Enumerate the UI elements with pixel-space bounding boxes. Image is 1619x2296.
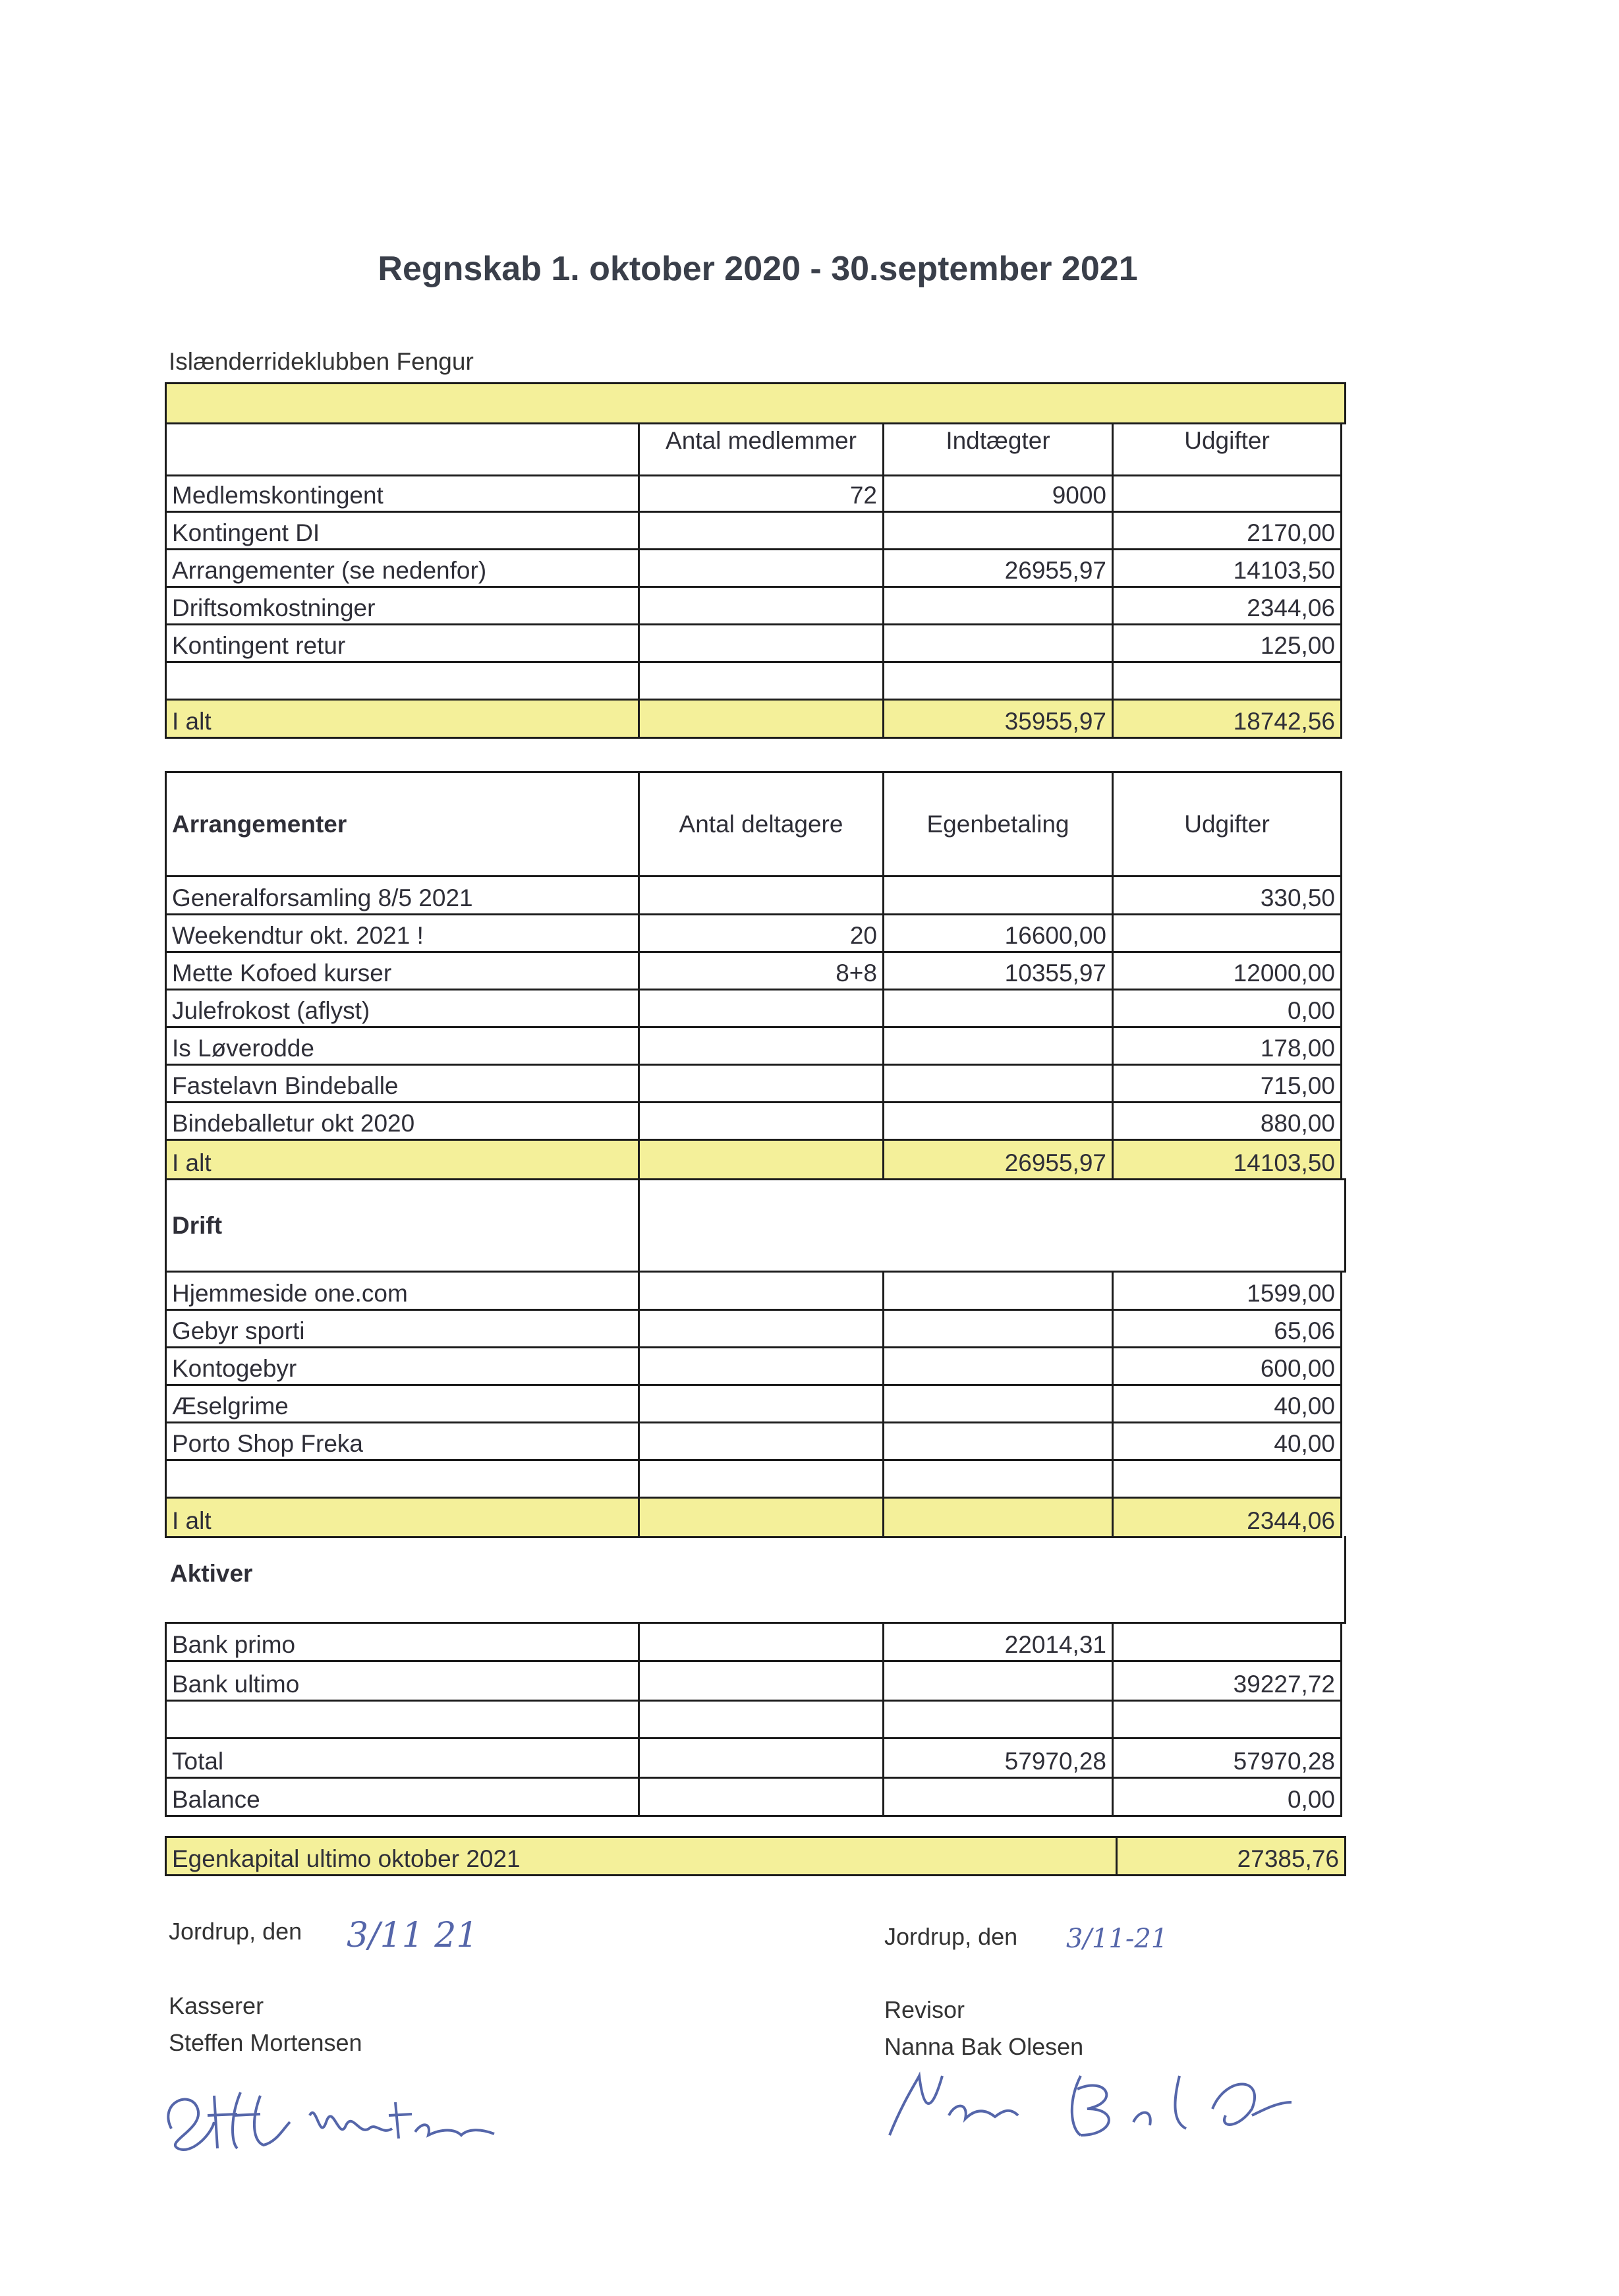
income-cell-1: Driftsomkostninger bbox=[165, 586, 640, 625]
asset-row bbox=[165, 1624, 1346, 1662]
events-header-label: Arrangementer bbox=[165, 771, 640, 877]
income-cell-3 bbox=[882, 661, 1114, 701]
asset-cell-3: 57970,28 bbox=[882, 1737, 1114, 1779]
drift-cell-3 bbox=[882, 1346, 1114, 1386]
income-cell-3 bbox=[882, 623, 1114, 663]
event-row bbox=[165, 1028, 1346, 1066]
asset-cell-1: Bank primo bbox=[165, 1622, 640, 1662]
assets-heading: Aktiver bbox=[165, 1536, 1346, 1624]
drift-row bbox=[165, 1386, 1346, 1423]
income-cell-4: 2170,00 bbox=[1112, 511, 1342, 550]
svg-text:3/11-21: 3/11-21 bbox=[1066, 1924, 1168, 1954]
drift-cell-3 bbox=[882, 1384, 1114, 1423]
event-cell-1: Generalforsamling 8/5 2021 bbox=[165, 875, 640, 915]
left-role: Kasserer bbox=[169, 1992, 264, 2019]
drift-heading: Drift bbox=[165, 1178, 640, 1273]
drift-total-label: I alt bbox=[165, 1497, 640, 1538]
asset-cell-1 bbox=[165, 1700, 640, 1739]
income-cell-1: Medlemskontingent bbox=[165, 474, 640, 513]
drift-cell-4: 40,00 bbox=[1112, 1384, 1342, 1423]
income-cell-4: 125,00 bbox=[1112, 623, 1342, 663]
event-cell-4: 330,50 bbox=[1112, 875, 1342, 915]
income-row bbox=[165, 625, 1346, 663]
event-cell-4: 880,00 bbox=[1112, 1101, 1342, 1141]
event-cell-2 bbox=[638, 989, 884, 1028]
asset-cell-2 bbox=[638, 1700, 884, 1739]
income-cell-1 bbox=[165, 661, 640, 701]
right-signature bbox=[870, 2036, 1292, 2155]
event-cell-3 bbox=[882, 1101, 1114, 1141]
asset-cell-4: 0,00 bbox=[1112, 1777, 1342, 1817]
drift-row bbox=[165, 1273, 1346, 1311]
income-header-row bbox=[165, 424, 1346, 476]
asset-cell-2 bbox=[638, 1777, 884, 1817]
event-row bbox=[165, 915, 1346, 953]
asset-cell-1: Total bbox=[165, 1737, 640, 1779]
club-name: Islænderrideklubben Fengur bbox=[169, 348, 474, 375]
right-role: Revisor bbox=[884, 1996, 965, 2023]
drift-cell-2 bbox=[638, 1346, 884, 1386]
asset-cell-2 bbox=[638, 1622, 884, 1662]
drift-cell-1: Porto Shop Freka bbox=[165, 1421, 640, 1461]
event-row bbox=[165, 877, 1346, 915]
income-row bbox=[165, 476, 1346, 513]
events-total-expenses: 14103,50 bbox=[1112, 1139, 1342, 1180]
income-row bbox=[165, 663, 1346, 701]
event-row bbox=[165, 953, 1346, 990]
income-row bbox=[165, 588, 1346, 625]
drift-heading-blank bbox=[638, 1178, 1346, 1273]
drift-cell-1 bbox=[165, 1459, 640, 1499]
asset-cell-4: 39227,72 bbox=[1112, 1660, 1342, 1702]
event-cell-2 bbox=[638, 1064, 884, 1103]
drift-total-row bbox=[165, 1499, 1346, 1538]
drift-cell-4: 40,00 bbox=[1112, 1421, 1342, 1461]
drift-cell-1: Gebyr sporti bbox=[165, 1309, 640, 1348]
events-header-expenses: Udgifter bbox=[1112, 771, 1342, 877]
asset-row bbox=[165, 1739, 1346, 1779]
events-total-row bbox=[165, 1141, 1346, 1180]
events-table bbox=[165, 773, 1346, 1817]
asset-cell-4 bbox=[1112, 1700, 1342, 1739]
event-cell-2: 20 bbox=[638, 913, 884, 953]
events-header-payment: Egenbetaling bbox=[882, 771, 1114, 877]
svg-text:3/11 21: 3/11 21 bbox=[347, 1916, 478, 1955]
drift-row bbox=[165, 1461, 1346, 1499]
income-cell-3 bbox=[882, 586, 1114, 625]
event-cell-3 bbox=[882, 1026, 1114, 1066]
drift-cell-1: Hjemmeside one.com bbox=[165, 1271, 640, 1311]
events-header-row bbox=[165, 773, 1346, 877]
drift-cell-1: Æselgrime bbox=[165, 1384, 640, 1423]
income-cell-4: 2344,06 bbox=[1112, 586, 1342, 625]
right-place: Jordrup, den bbox=[884, 1923, 1018, 1950]
drift-cell-4: 600,00 bbox=[1112, 1346, 1342, 1386]
income-highlight-bar bbox=[165, 382, 1346, 424]
asset-cell-1: Balance bbox=[165, 1777, 640, 1817]
event-cell-2 bbox=[638, 1101, 884, 1141]
event-cell-3: 10355,97 bbox=[882, 951, 1114, 990]
event-cell-2 bbox=[638, 1026, 884, 1066]
income-cell-2 bbox=[638, 586, 884, 625]
event-row bbox=[165, 1066, 1346, 1103]
drift-total-col3 bbox=[882, 1497, 1114, 1538]
income-cell-3: 9000 bbox=[882, 474, 1114, 513]
income-header-members: Antal medlemmer bbox=[638, 422, 884, 476]
drift-total-col2 bbox=[638, 1497, 884, 1538]
drift-cell-4: 65,06 bbox=[1112, 1309, 1342, 1348]
event-cell-4: 0,00 bbox=[1112, 989, 1342, 1028]
income-total-col2 bbox=[638, 699, 884, 739]
left-place: Jordrup, den bbox=[169, 1918, 302, 1945]
income-cell-3 bbox=[882, 511, 1114, 550]
asset-row bbox=[165, 1779, 1346, 1817]
event-cell-3 bbox=[882, 1064, 1114, 1103]
drift-cell-2 bbox=[638, 1459, 884, 1499]
left-name: Steffen Mortensen bbox=[169, 2029, 362, 2056]
income-cell-2 bbox=[638, 661, 884, 701]
drift-heading-row bbox=[165, 1180, 1346, 1273]
asset-cell-2 bbox=[638, 1737, 884, 1779]
left-signature bbox=[152, 2076, 521, 2168]
event-cell-3 bbox=[882, 989, 1114, 1028]
event-cell-3: 16600,00 bbox=[882, 913, 1114, 953]
income-cell-1: Kontingent DI bbox=[165, 511, 640, 550]
drift-cell-4 bbox=[1112, 1459, 1342, 1499]
drift-cell-2 bbox=[638, 1421, 884, 1461]
event-cell-3 bbox=[882, 875, 1114, 915]
drift-cell-3 bbox=[882, 1309, 1114, 1348]
income-cell-3: 26955,97 bbox=[882, 548, 1114, 588]
asset-cell-2 bbox=[638, 1660, 884, 1702]
event-cell-2: 8+8 bbox=[638, 951, 884, 990]
event-cell-1: Is Løverodde bbox=[165, 1026, 640, 1066]
income-total-label: I alt bbox=[165, 699, 640, 739]
events-header-participants: Antal deltagere bbox=[638, 771, 884, 877]
assets-heading-row bbox=[165, 1538, 1346, 1624]
events-total-col2 bbox=[638, 1139, 884, 1180]
income-cell-2 bbox=[638, 511, 884, 550]
drift-cell-2 bbox=[638, 1309, 884, 1348]
drift-cell-2 bbox=[638, 1271, 884, 1311]
left-date-handwriting bbox=[343, 1905, 501, 1964]
drift-row bbox=[165, 1311, 1346, 1348]
income-cell-2: 72 bbox=[638, 474, 884, 513]
event-cell-1: Fastelavn Bindeballe bbox=[165, 1064, 640, 1103]
event-row bbox=[165, 990, 1346, 1028]
income-row bbox=[165, 550, 1346, 588]
income-cell-4 bbox=[1112, 661, 1342, 701]
asset-cell-3 bbox=[882, 1700, 1114, 1739]
asset-cell-3: 22014,31 bbox=[882, 1622, 1114, 1662]
event-cell-1: Mette Kofoed kurser bbox=[165, 951, 640, 990]
drift-cell-3 bbox=[882, 1271, 1114, 1311]
drift-cell-4: 1599,00 bbox=[1112, 1271, 1342, 1311]
asset-cell-4: 57970,28 bbox=[1112, 1737, 1342, 1779]
drift-total-expenses: 2344,06 bbox=[1112, 1497, 1342, 1538]
events-total-label: I alt bbox=[165, 1139, 640, 1180]
asset-cell-1: Bank ultimo bbox=[165, 1660, 640, 1702]
asset-row bbox=[165, 1662, 1346, 1702]
income-cell-1: Arrangementer (se nedenfor) bbox=[165, 548, 640, 588]
income-cell-4: 14103,50 bbox=[1112, 548, 1342, 588]
income-cell-4 bbox=[1112, 474, 1342, 513]
equity-value: 27385,76 bbox=[1116, 1836, 1346, 1876]
event-cell-4: 715,00 bbox=[1112, 1064, 1342, 1103]
events-total-payment: 26955,97 bbox=[882, 1139, 1114, 1180]
event-cell-4: 178,00 bbox=[1112, 1026, 1342, 1066]
income-row bbox=[165, 513, 1346, 550]
asset-row bbox=[165, 1702, 1346, 1739]
page-title: Regnskab 1. oktober 2020 - 30.september 2021 bbox=[378, 250, 1138, 288]
drift-cell-2 bbox=[638, 1384, 884, 1423]
income-total-row bbox=[165, 701, 1346, 739]
income-header-income: Indtægter bbox=[882, 422, 1114, 476]
drift-row bbox=[165, 1348, 1346, 1386]
event-cell-1: Bindeballetur okt 2020 bbox=[165, 1101, 640, 1141]
income-total-income: 35955,97 bbox=[882, 699, 1114, 739]
asset-cell-3 bbox=[882, 1660, 1114, 1702]
event-cell-4: 12000,00 bbox=[1112, 951, 1342, 990]
right-date-handwriting bbox=[1061, 1908, 1206, 1967]
income-total-expenses: 18742,56 bbox=[1112, 699, 1342, 739]
event-cell-1: Weekendtur okt. 2021 ! bbox=[165, 913, 640, 953]
income-header-label bbox=[165, 422, 640, 476]
asset-cell-3 bbox=[882, 1777, 1114, 1817]
event-cell-1: Julefrokost (aflyst) bbox=[165, 989, 640, 1028]
right-name: Nanna Bak Olesen bbox=[884, 2033, 1084, 2060]
asset-cell-4 bbox=[1112, 1622, 1342, 1662]
equity-label: Egenkapital ultimo oktober 2021 bbox=[165, 1836, 1118, 1876]
income-table bbox=[165, 384, 1346, 739]
event-row bbox=[165, 1103, 1346, 1141]
drift-cell-3 bbox=[882, 1459, 1114, 1499]
drift-row bbox=[165, 1423, 1346, 1461]
income-cell-1: Kontingent retur bbox=[165, 623, 640, 663]
income-cell-2 bbox=[638, 548, 884, 588]
equity-table bbox=[165, 1838, 1346, 1876]
income-cell-2 bbox=[638, 623, 884, 663]
event-cell-2 bbox=[638, 875, 884, 915]
drift-cell-3 bbox=[882, 1421, 1114, 1461]
event-cell-4 bbox=[1112, 913, 1342, 953]
drift-cell-1: Kontogebyr bbox=[165, 1346, 640, 1386]
income-header-expenses: Udgifter bbox=[1112, 422, 1342, 476]
